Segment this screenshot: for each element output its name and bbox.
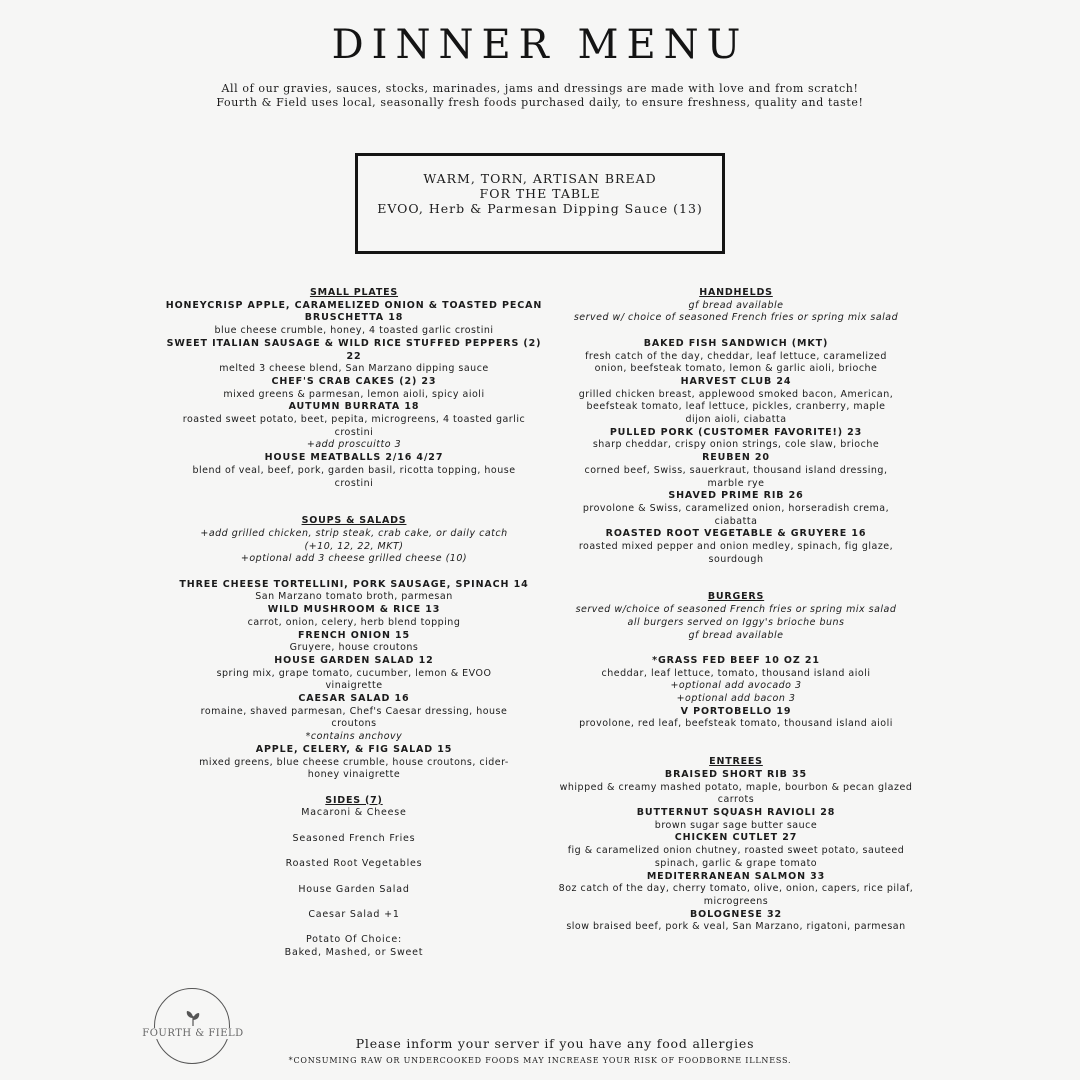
item-desc: 8oz catch of the day, cherry tomato, olive, onion, capers, rice pilaf,	[558, 883, 914, 895]
item-name: HARVEST CLUB 24	[680, 375, 792, 387]
item-desc: corned beef, Swiss, sauerkraut, thousand island dressing,	[584, 464, 888, 476]
right-column	[548, 287, 924, 934]
item-name: PULLED PORK (CUSTOMER FAVORITE!) 23	[609, 426, 863, 438]
allergy-notice: Please inform your server if you have any food allergies	[355, 1036, 755, 1051]
intro-text	[0, 82, 1080, 110]
side-item: Caesar Salad +1	[308, 908, 400, 920]
item-desc: melted 3 cheese blend, San Marzano dipping sauce	[219, 363, 489, 375]
section-note: served w/choice of seasoned French fries or spring mix salad	[575, 604, 897, 616]
item-desc: provolone, red leaf, beefsteak tomato, thousand island aioli	[579, 718, 893, 730]
raw-food-warning: *CONSUMING RAW OR UNDERCOOKED FOODS MAY INCREASE YOUR RISK OF FOODBORNE ILLNESS.	[288, 1056, 792, 1065]
item-desc: crostini	[334, 426, 374, 438]
item-desc: slow braised beef, pork & veal, San Marzano, rigatoni, parmesan	[566, 921, 906, 933]
intro-line: All of our gravies, sauces, stocks, marinades, jams and dressings are made with love and from scratch!	[221, 82, 859, 95]
section-note: gf bread available	[688, 299, 784, 311]
item-name: BUTTERNUT SQUASH RAVIOLI 28	[636, 806, 836, 818]
item-name: BRAISED SHORT RIB 35	[664, 768, 808, 780]
section-note: +optional add 3 cheese grilled cheese (10)	[240, 553, 468, 565]
leaf-icon	[182, 1008, 204, 1028]
item-name: CAESAR SALAD 16	[298, 693, 410, 705]
item-desc: cheddar, leaf lettuce, tomato, thousand island aioli	[601, 667, 871, 679]
page-title: DINNER MENU	[331, 22, 749, 68]
item-desc: crostini	[334, 477, 374, 489]
item-desc: San Marzano tomato broth, parmesan	[255, 591, 453, 603]
item-desc: provolone & Swiss, caramelized onion, horseradish crema,	[582, 502, 890, 514]
item-desc: spring mix, grape tomato, cucumber, lemon & EVOO	[216, 667, 492, 679]
item-name: ROASTED ROOT VEGETABLE & GRUYERE 16	[605, 528, 867, 540]
item-name: MEDITERRANEAN SALMON 33	[646, 870, 826, 882]
item-name: HONEYCRISP APPLE, CARAMELIZED ONION & TOASTED PECAN	[165, 299, 543, 311]
intro-line: Fourth & Field uses local, seasonally fresh foods purchased daily, to ensure freshness, quality and taste!	[216, 96, 864, 109]
item-name: CHICKEN CUTLET 27	[674, 832, 798, 844]
section-heading-burgers: BURGERS	[707, 591, 765, 603]
item-desc: sharp cheddar, crispy onion strings, cole slaw, brioche	[592, 439, 880, 451]
item-name: V PORTOBELLO 19	[680, 705, 792, 717]
item-name: *GRASS FED BEEF 10 OZ 21	[652, 654, 820, 666]
item-name: BOLOGNESE 32	[689, 908, 782, 920]
side-item: Baked, Mashed, or Sweet	[284, 947, 424, 959]
side-item: Macaroni & Cheese	[301, 807, 407, 819]
item-name: AUTUMN BURRATA 18	[288, 401, 420, 413]
item-desc: roasted mixed pepper and onion medley, spinach, fig glaze,	[578, 541, 894, 553]
item-desc: croutons	[331, 718, 377, 730]
item-name: WILD MUSHROOM & RICE 13	[267, 604, 441, 616]
item-desc: brown sugar sage butter sauce	[654, 819, 818, 831]
bread-line: EVOO, Herb & Parmesan Dipping Sauce (13)	[377, 201, 703, 216]
section-note: served w/ choice of seasoned French fries or spring mix salad	[573, 312, 899, 324]
bread-line: FOR THE TABLE	[479, 186, 601, 201]
section-heading-small-plates: SMALL PLATES	[309, 287, 399, 298]
item-desc: onion, beefsteak tomato, lemon & garlic aioli, brioche	[594, 363, 878, 375]
item-name: BRUSCHETTA 18	[304, 312, 404, 324]
section-heading-soups-salads: SOUPS & SALADS	[301, 515, 407, 527]
item-desc: blend of veal, beef, pork, garden basil, ricotta topping, house	[192, 464, 516, 476]
bread-box	[355, 153, 725, 254]
item-name: THREE CHEESE TORTELLINI, PORK SAUSAGE, SPINACH 14	[179, 578, 529, 590]
item-desc: beefsteak tomato, leaf lettuce, pickles, cranberry, maple	[586, 401, 886, 413]
side-item: Roasted Root Vegetables	[285, 858, 423, 870]
logo-text: FOURTH & FIELD	[142, 1028, 244, 1039]
item-name: BAKED FISH SANDWICH (MKT)	[643, 337, 829, 349]
section-note: gf bread available	[688, 629, 784, 641]
item-desc: fig & caramelized onion chutney, roasted sweet potato, sauteed	[567, 845, 905, 857]
item-desc: blue cheese crumble, honey, 4 toasted garlic crostini	[214, 325, 494, 337]
item-desc: dijon aioli, ciabatta	[685, 414, 787, 426]
item-addon: +add proscuitto 3	[306, 439, 402, 451]
item-name: HOUSE GARDEN SALAD 12	[274, 654, 434, 666]
item-desc: honey vinaigrette	[307, 769, 401, 781]
item-addon: +optional add bacon 3	[676, 693, 796, 705]
item-name: SHAVED PRIME RIB 26	[668, 490, 804, 502]
bread-line: WARM, TORN, ARTISAN BREAD	[423, 171, 657, 186]
section-heading-entrees: ENTREES	[709, 756, 763, 768]
item-desc: whipped & creamy mashed potato, maple, bourbon & pecan glazed	[559, 781, 913, 793]
item-desc: mixed greens & parmesan, lemon aioli, spicy aioli	[223, 388, 485, 400]
item-name: FRENCH ONION 15	[297, 629, 411, 641]
side-item: Potato Of Choice:	[305, 934, 403, 946]
side-item: Seasoned French Fries	[292, 832, 416, 844]
item-desc: marble rye	[707, 477, 765, 489]
item-name: APPLE, CELERY, & FIG SALAD 15	[255, 743, 453, 755]
item-desc: carrot, onion, celery, herb blend topping	[247, 616, 461, 628]
item-desc: vinaigrette	[325, 680, 383, 692]
left-column	[164, 287, 544, 960]
item-desc: ciabatta	[714, 515, 758, 527]
item-name: CHEF'S CRAB CAKES (2) 23	[271, 375, 437, 387]
section-note: +add grilled chicken, strip steak, crab cake, or daily catch	[200, 527, 508, 539]
section-note: (+10, 12, 22, MKT)	[304, 540, 404, 552]
item-name: HOUSE MEATBALLS 2/16 4/27	[264, 452, 444, 464]
item-desc: grilled chicken breast, applewood smoked bacon, American,	[578, 388, 894, 400]
item-name: REUBEN 20	[702, 452, 770, 464]
item-addon: +optional add avocado 3	[670, 680, 802, 692]
item-desc: romaine, shaved parmesan, Chef's Caesar dressing, house	[200, 705, 508, 717]
section-heading-handhelds: HANDHELDS	[699, 287, 773, 298]
item-desc: microgreens	[703, 895, 769, 907]
section-note: all burgers served on Iggy's brioche buns	[627, 616, 845, 628]
item-desc: mixed greens, blue cheese crumble, house croutons, cider-	[199, 756, 509, 768]
item-desc: carrots	[717, 794, 755, 806]
item-desc: Gruyere, house croutons	[289, 642, 419, 654]
item-desc: sourdough	[708, 553, 764, 565]
side-item: House Garden Salad	[298, 883, 410, 895]
item-name: SWEET ITALIAN SAUSAGE & WILD RICE STUFFED PEPPERS (2) 22	[166, 337, 542, 362]
item-desc: fresh catch of the day, cheddar, leaf lettuce, caramelized	[585, 350, 887, 362]
section-heading-sides: SIDES (7)	[325, 794, 383, 806]
item-note: *contains anchovy	[305, 731, 403, 743]
item-desc: spinach, garlic & grape tomato	[654, 857, 818, 869]
item-desc: roasted sweet potato, beet, pepita, microgreens, 4 toasted garlic	[182, 414, 526, 426]
